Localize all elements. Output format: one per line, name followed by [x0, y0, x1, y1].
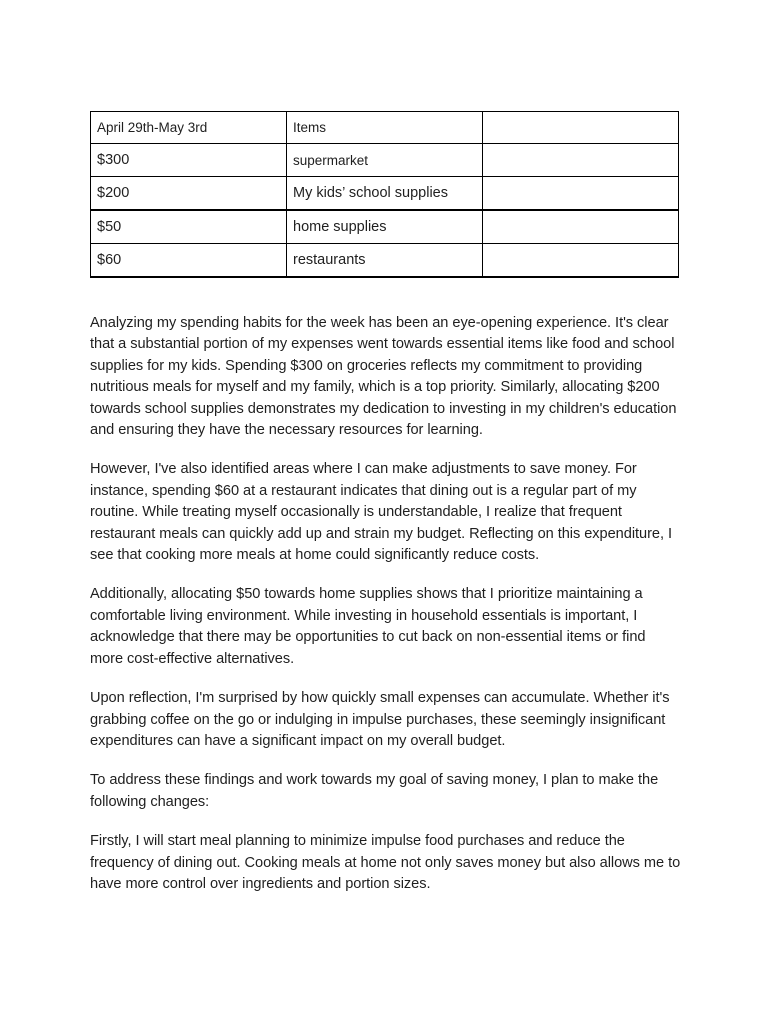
- paragraph-home-supplies: Additionally, allocating $50 towards home supplies shows that I prioritize maintaining a comfortable living environment. While investing in household essentials is important, I acknowledge that there may be opportunities to cut back on non-essential items or find more cost-effective alternatives.: [90, 586, 646, 667]
- item-cell: My kids’ school supplies: [287, 177, 483, 211]
- table-row: [91, 244, 679, 278]
- empty-cell: [483, 210, 679, 244]
- table-row: [91, 144, 679, 177]
- period-header-cell: April 29th-May 3rd: [91, 112, 287, 144]
- amount-cell: $50: [91, 210, 287, 244]
- table-row: [91, 177, 679, 211]
- empty-cell: [483, 177, 679, 211]
- item-cell: restaurants: [287, 244, 483, 278]
- paragraph-reflection: Upon reflection, I'm surprised by how quickly small expenses can accumulate. Whether it's grabbing coffee on the go or indulging in impulse purchases, these seemingly insignificant expenditures can have a significant impact on my overall budget.: [90, 690, 670, 749]
- body-text: [90, 313, 682, 913]
- paragraph-analysis: Analyzing my spending habits for the week has been an eye-opening experience. It's clear that a substantial portion of my expenses went towards essential items like food and school supplies for my kids. Spending $300 on groceries reflects my commitment to providing nutritious meals for myself and my family, which is a top priority. Similarly, allocating $200 towards school supplies demonstrates my dedication to investing in my children's education and ensuring they have the necessary resources for learning.: [90, 315, 677, 439]
- paragraph-meal-planning: Firstly, I will start meal planning to minimize impulse food purchases and reduce the frequency of dining out. Cooking meals at home not only saves money but also allows me to have more control over ingredients and portion sizes.: [90, 833, 681, 892]
- table-row: [91, 210, 679, 244]
- empty-cell: [483, 144, 679, 177]
- items-header-cell: Items: [287, 112, 483, 144]
- paragraph-adjustments: However, I've also identified areas where I can make adjustments to save money. For instance, spending $60 at a restaurant indicates that dining out is a regular part of my routine. While treating myself occasionally is understandable, I realize that frequent restaurant meals can quickly add up and strain my budget. Reflecting on this expenditure, I see that cooking more meals at home could significantly reduce costs.: [90, 461, 672, 564]
- empty-cell: [483, 244, 679, 278]
- empty-header-cell: [483, 112, 679, 144]
- amount-cell: $60: [91, 244, 287, 278]
- amount-cell: $300: [91, 144, 287, 177]
- item-cell: home supplies: [287, 210, 483, 244]
- item-cell: supermarket: [287, 144, 483, 177]
- table-header-row: [91, 112, 679, 144]
- expense-table: [90, 111, 679, 278]
- paragraph-plan: To address these findings and work towards my goal of saving money, I plan to make the following changes:: [90, 772, 659, 810]
- amount-cell: $200: [91, 177, 287, 211]
